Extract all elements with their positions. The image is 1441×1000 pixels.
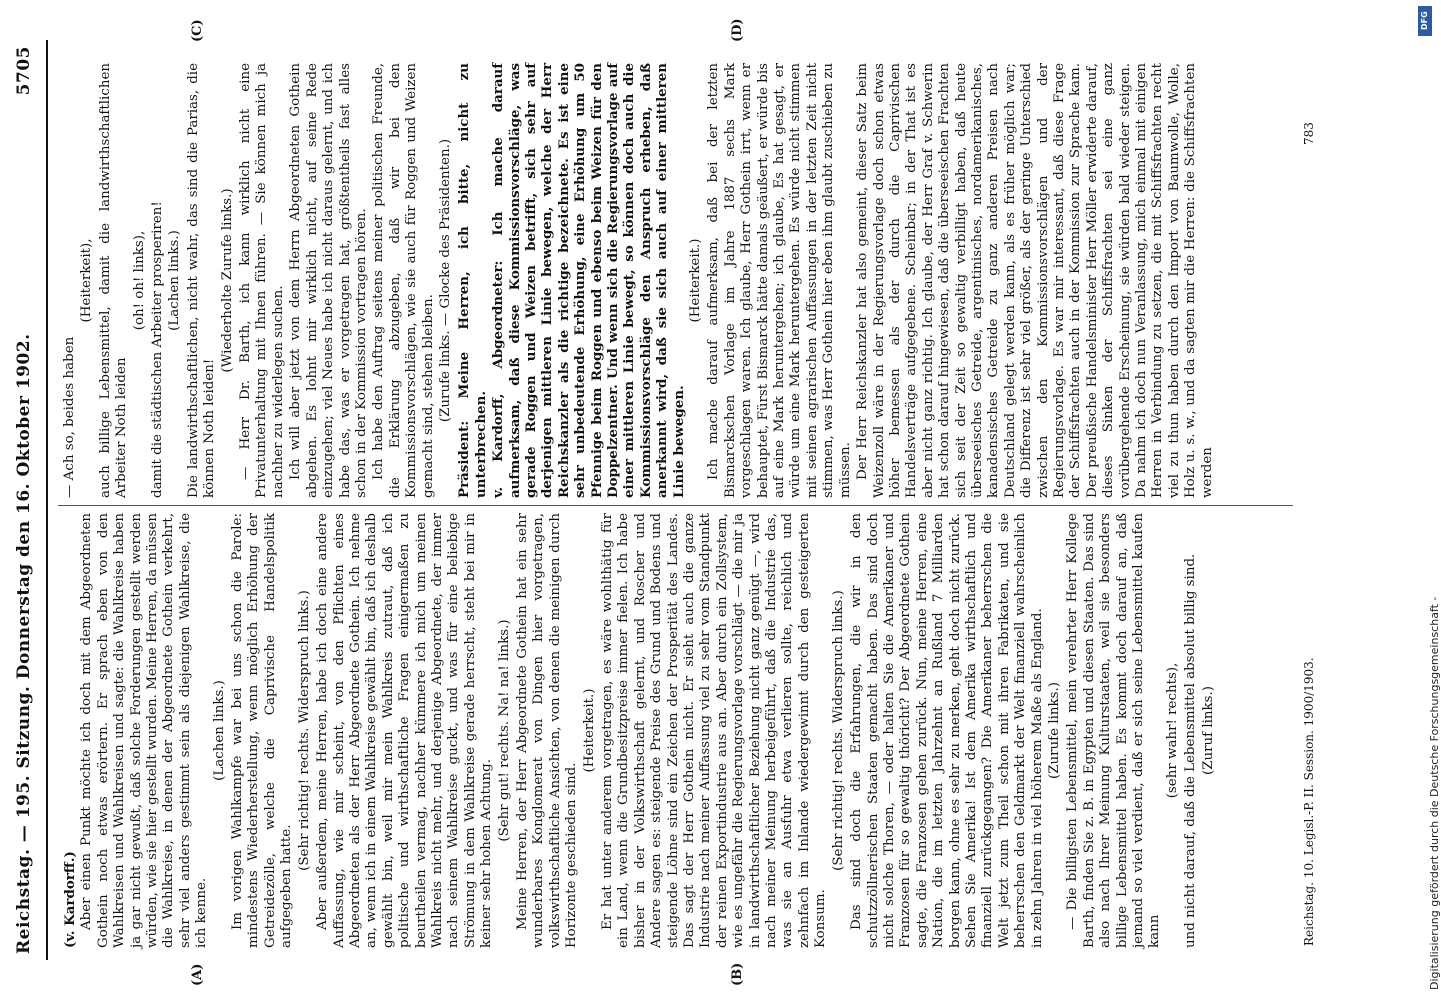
paragraph: Der Herr Reichskanzler hat also gemeint, dieser Satz beim Weizenzoll wäre in der Regierungsvorlage doch schon etwas höher bemessen als der durch die Caprivischen Handelsverträge aufgegebene. Scheinbar; in der That ist es aber nicht ganz richtig. Ich glaube, der Herr Graf v. Schwerin hat schon darauf hingewiesen, daß die überseeischen Frachten sich seit der Zeit so gewaltig verbilligt haben, daß heute überseeisches Getreide, argentinisches, nordamerikanisches, kanadensisches Getreide zu ganz anderen Preisen nach Deutschland gelegt werden kann, als es früher möglich war; die Differenz ist sehr viel größer, als der geringe Unterschied zwischen den Kommissionsvorschlägen und der Regierungsvorlage. Es war mir interessant, daß diese Frage der Schiffsfrachten auch in der Kommission zur Sprache kam. Der preußische Handelsminister Herr Möller erwiderte darauf, dieses Sinken der Schiffsfrachten sei eine ganz vorübergehende Erscheinung, sie würden bald wieder steigen. Da nahm ich doch nun Veranlassung, mich einmal mit einigen Herren in Verbindung zu setzen, die mit Schiffsfrachten recht viel zu thun haben durch den Import von Baumwolle, Wolle, Holz u. s. w., und da sagten mir die Herren: die Schiffsfrachten werden bbox=[855, 63, 1215, 498]
paragraph: Ich habe den Auftrag seitens meiner politischen Freunde, die Erklärung abzugeben, daß wir bei den Kommissionsvorschlägen, wie sie auch für Roggen und Weizen gemacht sind, stehen bleiben. bbox=[371, 63, 436, 498]
interjection: (Lachen links.) bbox=[167, 230, 183, 331]
paragraph: Die landwirthschaftlichen, nicht wahr, das sind die Parias, die können Noth leiden! bbox=[185, 63, 218, 498]
paragraph: und nicht darauf, daß die Lebensmittel absolut billig sind. bbox=[1183, 553, 1199, 948]
paragraph: — Herr Dr. Barth, ich kann wirklich nicht eine Privatunterhaltung mit Ihnen führen. — Sie können mich ja nachher zu widerlegen suchen. bbox=[238, 63, 286, 498]
paragraph: — Die billigsten Lebensmittel, mein verehrter Herr Kollege Barth, finden Sie z. B. in Egypten und diesen Staaten. Das sind also nach Ihrer Meinung Kulturstaaten, weil sie besonders billige Lebensmittel haben. Es kommt doch darauf an, daß jemand so viel verdient, daß er sich seine Lebensmittel kaufen kann bbox=[1065, 513, 1163, 948]
speaker-paragraph: v. Kardorff, Abgeordneter: Ich mache darauf aufmerksam, daß diese Kommissionsvorschläge, was gerade Roggen und Weizen betrifft, sich sehr auf derjenigen mittleren Linie bewegen, welche der Herr Reichskanzler als die richtige bezeichnete. Es ist eine sehr unbedeutende Erhöhung, eine Erhöhung um 50 Pfennige beim Roggen und ebenso beim Weizen für den Doppelzentner. Und wenn sich die Regierungsvorlage auf einer mittleren Linie bewegt, so können doch auch die Kommissionsvorschläge den Anspruch erheben, daß anerkannt wird, daß sie sich auch auf einer mittleren Linie bewegen. bbox=[490, 63, 687, 498]
margin-marker-d: (D) bbox=[730, 18, 745, 42]
interjection: (Zurufe links.) bbox=[1046, 682, 1062, 779]
paragraph: Ich mache darauf aufmerksam, daß bei der letzten Bismarckschen Vorlage im Jahre 1887 sechs Mark vorgeschlagen waren. Ich glaube, Herr Gothein irrt, wenn er behauptet, Fürst Bismarck hätte damals geäußert, er würde bis auf eine Mark heruntergehen; ich glaube, Es hat gesagt, er würde um eine Mark heruntergehen. Es würde nicht stimmen mit seinen agrarischen Auffassungen in der letzten Zeit nicht stimmen, was Herr Gothein hier eben ihm glaubt zuschieben zu müssen. bbox=[706, 63, 853, 498]
interjection: (oh! oh! links), bbox=[131, 230, 147, 331]
interjection: (Lachen links.) bbox=[211, 680, 227, 781]
paragraph: Das sind doch die Erfahrungen, die wir in den schutzzöllnerischen Staaten gemacht haben. Das sind doch nicht solche Thoren, — oder halten Sie die Amerikaner und Franzosen für so gewaltig thöricht? Der Abgeordnete Gothein sagte, die Franzosen gehen zurück. Nun, meine Herren, eine Nation, die im letzten Jahrzehnt an Rußland 7 Milliarden borgen kann, ohne es sehr zu merken, geht doch nicht zurück. Sehen Sie Amerika! Ist dem Amerika wirthschaftlich und finanziell zurückgegangen? Die Amerikaner beherrschen die Welt jetzt zum Theil schon mit ihren Fabrikaten, und sie beherrschen den Geldmarkt der Welt finanziell wahrscheinlich in zehn Jahren in viel höherem Maße als England. bbox=[849, 513, 1045, 948]
margin-marker-c: (C) bbox=[190, 19, 205, 42]
header-rule bbox=[46, 40, 48, 960]
interjection: (Zuruf links.) bbox=[1200, 685, 1216, 776]
right-text-column bbox=[62, 63, 1217, 498]
paragraph: Im vorigen Wahlkampfe war bei uns schon die Parole: mindestens Wiederherstellung, wenn möglich Erhöhung der Getreidezölle, welche die Caprivische Handelspolitik aufgegeben hatte. bbox=[230, 513, 295, 948]
speaker-paragraph: Präsident: Meine Herren, ich bitte, nicht zu unterbrechen. bbox=[456, 63, 489, 498]
interjection: (Heiterkeit), bbox=[79, 238, 95, 323]
left-text-column bbox=[62, 513, 1219, 948]
interjection: (Wiederholte Zurufe links.) bbox=[219, 188, 235, 373]
paragraph: damit die städtischen Arbeiter prosperiren! bbox=[150, 201, 166, 498]
interjection: (Heiterkeit.) bbox=[581, 688, 597, 773]
page-number: 5705 bbox=[14, 46, 34, 96]
running-header: Reichstag. — 195. Sitzung. Donnerstag den 16. Oktober 1902. bbox=[14, 333, 34, 954]
interjection: (sehr wahr! rechts), bbox=[1164, 662, 1180, 799]
digitization-note: Digitalisierung gefördert durch die Deutsche Forschungsgemeinschaft - bbox=[1428, 596, 1441, 990]
dfg-logo: DFG bbox=[1418, 6, 1432, 36]
paragraph: Ich will aber jetzt von dem Herrn Abgeordneten Gothein abgehen. Es lohnt mir wirklich nicht, auf seine Rede einzugehen; viel Neues habe ich nicht daraus gelernt, und ich habe das, was er vorgetragen hat, größtentheils fast alles schon in der Kommission vortragen hören. bbox=[288, 63, 369, 498]
interjection: (Sehr richtig! rechts. Widerspruch links.) bbox=[830, 590, 846, 871]
paragraph: Er hat unter anderem vorgetragen, es wäre wohlthätig für ein Land, wenn die Grundbesitzpreise immer fielen. Ich habe bisher in der Volkswirthschaft gelernt, und Roscher und Andere sagen es: steigende Preise des Grund und Bodens und steigende Löhne sind ein Zeichen der Prosperität des Landes. Das sagt der Herr Gothein nicht. Er sieht auch die ganze Industrie nach meiner Auffassung viel zu sehr vom Standpunkt der reinen Exportindustrie aus an. Aber durch ein Zollsystem, wie es ungefähr die Regierungsvorlage vorschlägt — die mir ja in landwirthschaftlicher Beziehung nicht ganz genügt —, wird nach meiner Meinung herbeigeführt, daß die Industrie das, was sie an Ausfuhr etwa verlieren sollte, reichlich und zehnfach im Inlande wiedergewinnt durch den gesteigerten Konsum. bbox=[600, 513, 829, 948]
footer-sheet-number: 783 bbox=[1302, 122, 1316, 145]
interjection: (Sehr richtig! rechts. Widerspruch links.) bbox=[296, 590, 312, 871]
paragraph: — Ach so, beides haben bbox=[62, 336, 77, 498]
interjection: (Sehr gut! rechts. Na! na! links.) bbox=[496, 619, 512, 842]
interjection: (Zurufe links. — Glocke des Präsidenten.) bbox=[437, 138, 453, 423]
column-separator bbox=[58, 505, 1293, 506]
interjection: (Heiterkeit.) bbox=[688, 238, 704, 323]
margin-marker-a: (A) bbox=[190, 963, 205, 986]
footer-session-info: Reichstag. 10. Legisl.-P. II. Session. 1900/1903. bbox=[1302, 657, 1316, 946]
paragraph: Aber einen Punkt möchte ich doch mit dem Abgeordneten Gothein noch etwas erörtern. Er sprach eben von den Wahlkreisen und Wahlkreisen und sagte: die Wahlkreise haben ja gar nicht gewußt, daß solche Forderungen gestellt werden würden, wie sie hier gestellt wurden. Meine Herren, da müssen die Wahlkreise, in denen der Abgeordnete Gothein verkehrt, sehr viel anders gestimmt sein als diejenigen Wahlkreise, die ich kenne. bbox=[79, 513, 210, 948]
paragraph: Aber außerdem, meine Herren, habe ich doch eine andere Auffassung, wie mir scheint, von den Pflichten eines Abgeordneten als der Herr Abgeordnete Gothein. Ich nehme an, wenn ich in einem Wahlkreise gewählt bin, daß ich deshalb gewählt bin, weil mir mein Wahlkreis zutraut, daß ich politische und wirthschaftliche Fragen einigermaßen zu beurtheilen vermag, nachher kümmere ich mich um meinen Wahlkreis nicht mehr, und derjenige Abgeordnete, der immer nach seinem Wahlkreise guckt, und was für eine beliebige Strömung in dem Wahlkreise gerade herrscht, steht bei mir in keiner sehr hohen Achtung. bbox=[315, 513, 495, 948]
paragraph: Meine Herren, der Herr Abgeordnete Gothein hat ein sehr wunderbares Konglomerat von Dingen hier vorgetragen, volkswirthschaftliche Ansichten, von denen die meinigen durch Horizonte geschieden sind. bbox=[514, 513, 580, 948]
margin-marker-b: (B) bbox=[730, 962, 745, 986]
speaker-paragraph: (v. Kardorff.) bbox=[62, 851, 78, 948]
paragraph: auch billige Lebensmittel, damit die landwirthschaftlichen Arbeiter Noth leiden bbox=[97, 63, 130, 498]
